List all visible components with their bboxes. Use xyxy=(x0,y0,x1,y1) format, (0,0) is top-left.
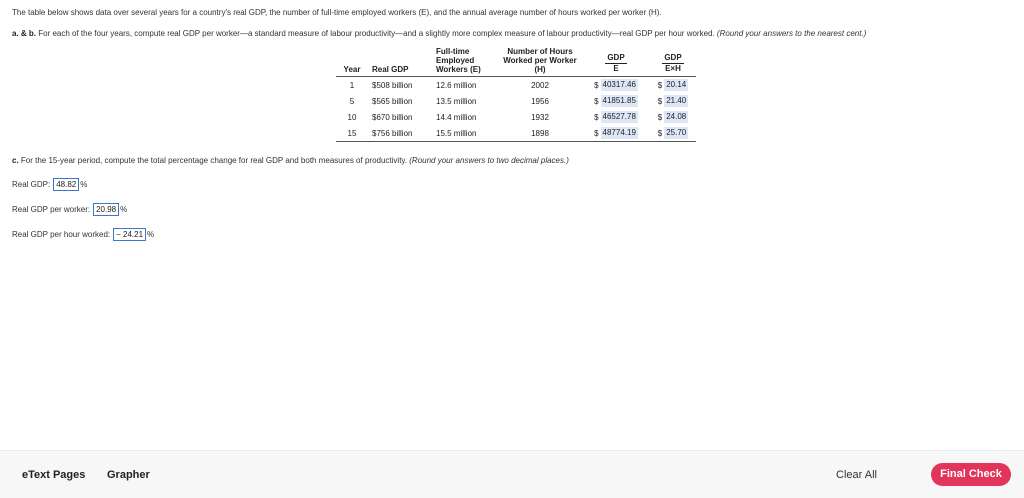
cell-hours: 1898 xyxy=(498,125,582,142)
gdp-h-numerator: GDP xyxy=(664,53,682,62)
currency-sign: $ xyxy=(657,128,663,138)
etext-pages-link[interactable]: eText Pages xyxy=(22,469,86,481)
cell-gdp-per-hour xyxy=(650,77,696,94)
currency-sign: $ xyxy=(594,96,599,106)
answer-gdp-per-worker[interactable]: 46527.78 xyxy=(602,112,636,121)
answer-gdp-per-hour[interactable]: 25.70 xyxy=(666,128,687,137)
part-ab-prompt xyxy=(12,29,1022,38)
answer-gdp-per-hour[interactable]: 20.14 xyxy=(666,80,687,89)
cell-year: 1 xyxy=(349,80,355,90)
cell-hours: 1956 xyxy=(531,96,549,106)
header-year: Year xyxy=(336,47,368,77)
part-ab-hint: (Round your answers to the nearest cent.) xyxy=(716,29,867,38)
cell-year: 10 xyxy=(347,112,357,122)
per-hour-answer-row xyxy=(12,228,154,241)
currency-sign: $ xyxy=(657,96,663,106)
clear-all-button[interactable]: Clear All xyxy=(836,469,877,481)
part-ab-text: For each of the four years, compute real GDP per worker—a standard measure of labour productivity—and a slightly more complex measure of labour productivity—real GDP per hour worked. xyxy=(36,29,717,38)
question-intro: The table below shows data over several years for a country's real GDP, the number of full-time employed workers (E), and the annual average number of hours worked per worker (H). xyxy=(12,8,662,17)
part-c-hint: (Round your answers to two decimal places.) xyxy=(409,156,569,165)
cell-gdp-per-worker xyxy=(582,93,650,109)
answer-gdp-per-worker[interactable]: 48774.19 xyxy=(602,128,636,137)
header-gdp-per-worker xyxy=(582,47,650,77)
cell-gdp-per-hour xyxy=(650,109,696,125)
table-row xyxy=(336,77,696,94)
header-real-gdp: Real GDP xyxy=(368,47,432,77)
header-gdp-per-hour xyxy=(650,47,696,77)
currency-sign: $ xyxy=(594,112,599,122)
cell-real-gdp: $756 billion xyxy=(368,125,432,142)
part-c-label: c. xyxy=(12,156,19,165)
header-hours: Number of Hours Worked per Worker (H) xyxy=(498,47,582,77)
cell-real-gdp: $508 billion xyxy=(372,80,413,90)
percent-unit: % xyxy=(80,180,88,189)
cell-real-gdp: $565 billion xyxy=(372,96,413,106)
table-row xyxy=(336,93,696,109)
part-c-prompt xyxy=(12,156,569,165)
cell-employed: 15.5 million xyxy=(432,125,498,142)
answer-gdp-per-worker[interactable]: 41851.85 xyxy=(602,96,636,105)
gdp-e-denominator: E xyxy=(613,64,619,73)
per-hour-change-input[interactable]: − 24.21 xyxy=(113,228,146,241)
part-ab-label: a. & b. xyxy=(12,29,37,38)
currency-sign: $ xyxy=(657,112,663,122)
real-gdp-answer-row xyxy=(12,178,87,191)
cell-year: 15 xyxy=(336,125,368,142)
answer-gdp-per-worker[interactable]: 40317.46 xyxy=(602,80,636,89)
gdp-e-numerator: GDP xyxy=(607,53,625,62)
header-employed: Full-time Employed Workers (E) xyxy=(432,47,498,77)
per-hour-label: Real GDP per hour worked: xyxy=(12,230,111,239)
cell-real-gdp: $670 billion xyxy=(372,112,413,122)
gdp-h-denominator: E×H xyxy=(665,64,681,73)
real-gdp-change-input[interactable]: 48.82 xyxy=(53,178,79,191)
answer-gdp-per-hour[interactable]: 24.08 xyxy=(666,112,687,121)
productivity-table xyxy=(336,47,696,142)
currency-sign: $ xyxy=(594,80,599,90)
grapher-link[interactable]: Grapher xyxy=(107,469,150,481)
cell-gdp-per-worker xyxy=(582,109,650,125)
real-gdp-label: Real GDP: xyxy=(12,180,51,189)
per-worker-change-input[interactable]: 20.98 xyxy=(93,203,119,216)
cell-hours: 1932 xyxy=(531,112,549,122)
cell-gdp-per-hour xyxy=(650,125,696,142)
cell-employed: 14.4 million xyxy=(436,112,477,122)
answer-gdp-per-hour[interactable]: 21.40 xyxy=(666,96,687,105)
per-worker-answer-row xyxy=(12,203,127,216)
per-worker-label: Real GDP per worker: xyxy=(12,205,91,214)
currency-sign: $ xyxy=(594,128,599,138)
cell-gdp-per-worker xyxy=(582,77,650,94)
cell-employed: 12.6 million xyxy=(436,80,477,90)
cell-year: 5 xyxy=(349,96,355,106)
table-row xyxy=(336,125,696,142)
footer-bar xyxy=(0,450,1024,498)
percent-unit: % xyxy=(147,230,155,239)
cell-gdp-per-worker xyxy=(582,125,650,142)
cell-employed: 13.5 million xyxy=(436,96,477,106)
percent-unit: % xyxy=(120,205,128,214)
cell-gdp-per-hour xyxy=(650,93,696,109)
part-c-text: For the 15-year period, compute the total percentage change for real GDP and both measures of productivity. xyxy=(18,156,410,165)
table-header-row xyxy=(336,47,696,77)
final-check-button[interactable]: Final Check xyxy=(931,463,1011,486)
table-row xyxy=(336,109,696,125)
currency-sign: $ xyxy=(657,80,663,90)
cell-hours: 2002 xyxy=(531,80,549,90)
